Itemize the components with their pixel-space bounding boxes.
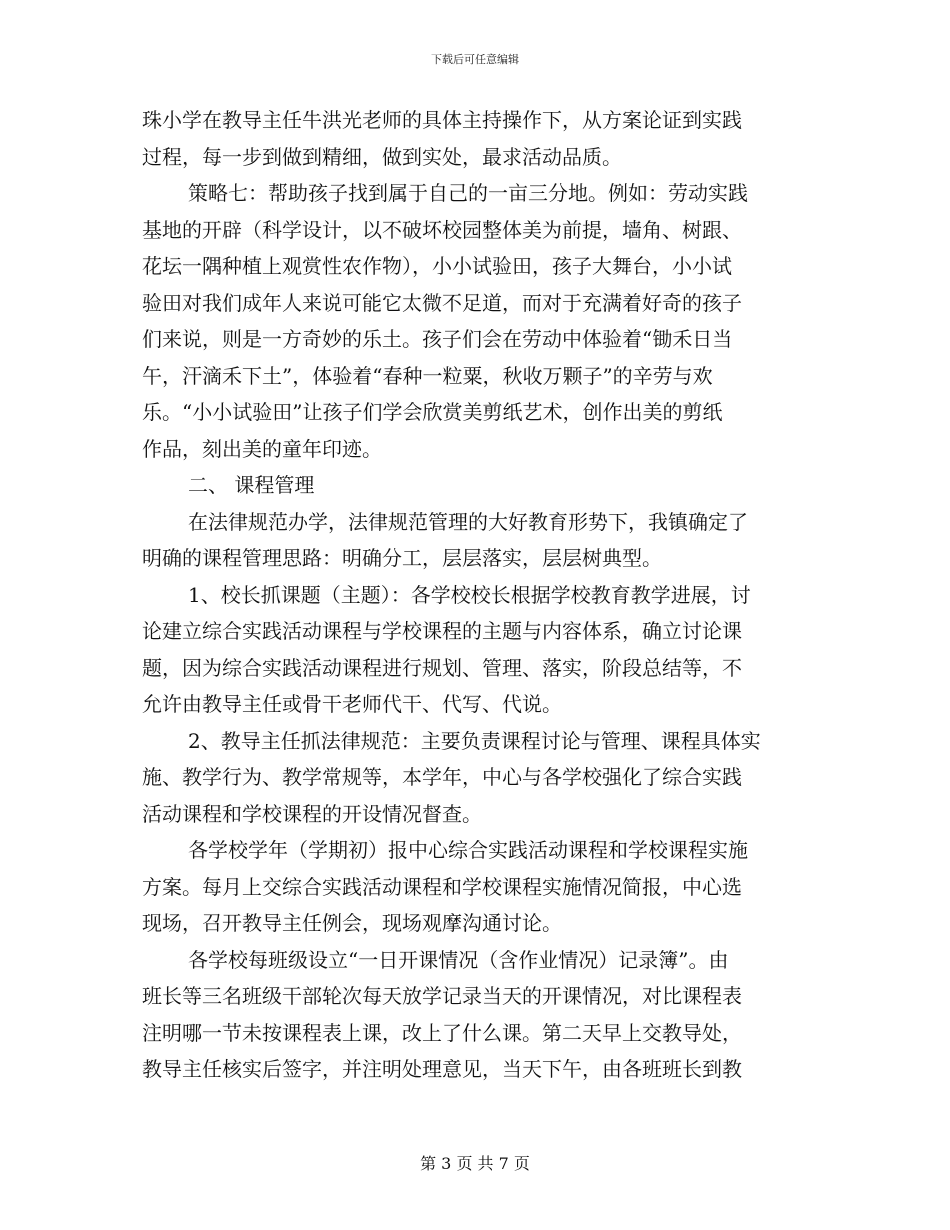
- page-number: 第 3 页 共 7 页: [420, 1154, 530, 1173]
- body-line: 花坛一隅种植上观赏性农作物），小小试验田，孩子大舞台，小小试: [142, 254, 732, 278]
- body-line: 施、教学行为、教学常规等，本学年，中心与各学校强化了综合实践: [142, 765, 742, 789]
- body-line: 过程，每一步到做到精细，做到实处，最求活动品质。: [142, 144, 622, 169]
- body-line: 方案。每月上交综合实践活动课程和学校课程实施情况简报，中心选: [142, 874, 742, 899]
- body-line: 验田对我们成年人来说可能它太微不足道，而对于充满着好奇的孩子: [142, 290, 742, 315]
- body-line: 明确的课程管理思路：明确分工，层层落实，层层树典型。: [142, 546, 662, 570]
- paragraph-start-line: 2、教导主任抓法律规范：主要负责课程讨论与管理、课程具体实: [188, 728, 761, 753]
- body-line: 午，汗滴禾下土”，体验着“春种一粒粟，秋收万颗子”的辛劳与欢: [142, 363, 713, 388]
- body-line: 班长等三名班级干部轮次每天放学记录当天的开课情况，对比课程表: [142, 984, 742, 1008]
- body-line: 作品，刻出美的童年印迹。: [142, 436, 382, 461]
- body-line: 活动课程和学校课程的开设情况督查。: [142, 801, 482, 826]
- body-line: 珠小学在教导主任牛洪光老师的具体主持操作下，从方案论证到实践: [142, 108, 742, 132]
- paragraph-start-line: 策略七：帮助孩子找到属于自己的一亩三分地。例如：劳动实践: [188, 181, 748, 205]
- body-line: 乐。“小小试验田”让孩子们学会欣赏美剪纸艺术，创作出美的剪纸: [142, 400, 723, 424]
- body-line: 现场，召开教导主任例会，现场观摩沟通讨论。: [142, 911, 562, 935]
- body-line: 允许由教导主任或骨干老师代干、代写、代说。: [142, 692, 562, 716]
- body-line: 论建立综合实践活动课程与学校课程的主题与内容体系，确立讨论课: [142, 619, 742, 643]
- body-line: 注明哪一节未按课程表上课，改上了什么课。第二天早上交教导处，: [142, 1020, 742, 1045]
- page-header: 下载后可任意编辑: [431, 53, 519, 66]
- body-line: 们来说，则是一方奇妙的乐土。孩子们会在劳动中体验着“锄禾日当: [142, 327, 733, 351]
- body-line: 题，因为综合实践活动课程进行规划、管理、落实，阶段总结等，不: [142, 655, 742, 680]
- paragraph-start-line: 在法律规范办学，法律规范管理的大好教育形势下，我镇确定了: [188, 509, 748, 534]
- body-line: 教导主任核实后签字，并注明处理意见，当天下午，由各班班长到教: [142, 1057, 742, 1081]
- paragraph-start-line: 各学校每班级设立“一日开课情况（含作业情况）记录簿”。由: [188, 947, 729, 972]
- section-heading: 二、 课程管理: [188, 473, 315, 497]
- body-line: 基地的开辟（科学设计，以不破坏校园整体美为前提，墙角、树跟、: [142, 217, 742, 242]
- paragraph-start-line: 1、校长抓课题（主题）：各学校校长根据学校教育教学进展，讨: [188, 582, 751, 607]
- paragraph-start-line: 各学校学年（学期初）报中心综合实践活动课程和学校课程实施: [188, 838, 748, 862]
- document-body: [142, 102, 812, 1088]
